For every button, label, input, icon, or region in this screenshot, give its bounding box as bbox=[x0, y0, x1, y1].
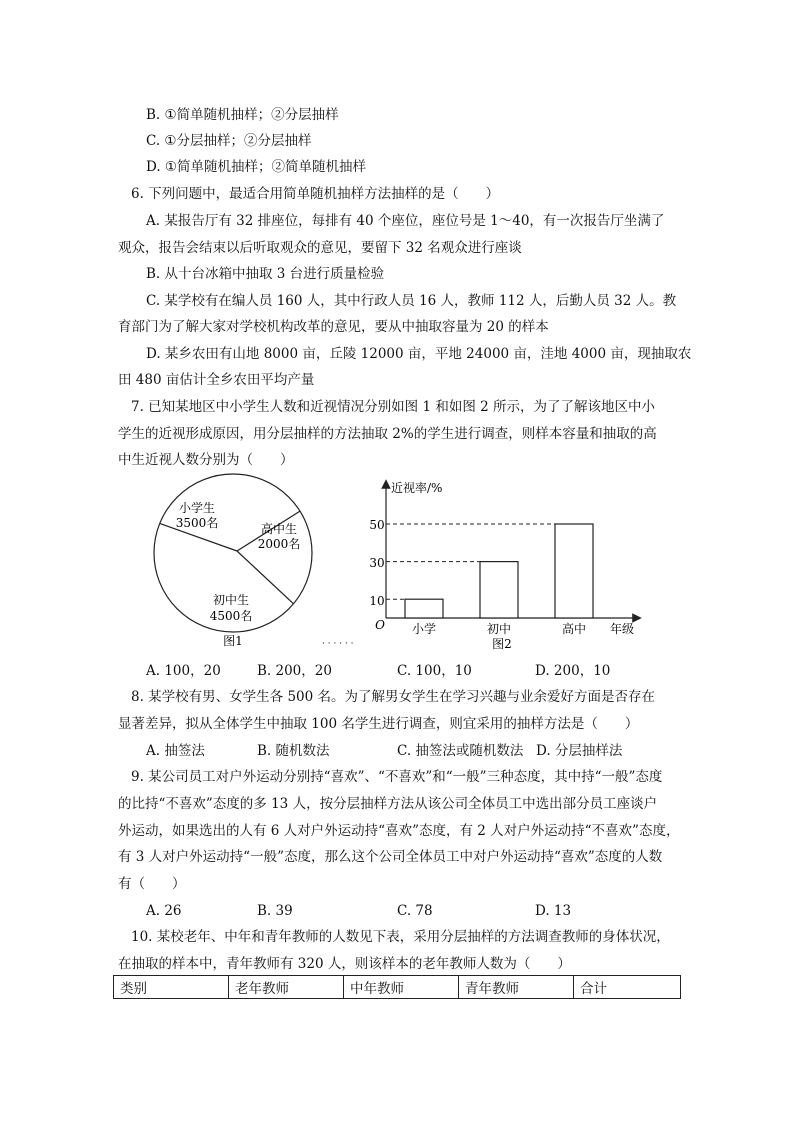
q7-option-d: D. 200，10 bbox=[535, 663, 611, 679]
y-tick-label: 30 bbox=[369, 556, 385, 570]
table-header-cell: 类别 bbox=[114, 976, 229, 999]
q10-stem-line1: 10. 某校老年、中年和青年教师的人数见下表，采用分层抽样的方法调查教师的身体状况， bbox=[131, 929, 670, 945]
y-tick-label: 50 bbox=[369, 518, 385, 532]
q8-stem-line2: 显著差异，拟从全体学生中抽取 100 名学生进行调查，则宜采用的抽样方法是（ ） bbox=[118, 716, 639, 732]
q7-stem-line2: 学生的近视形成原因，用分层抽样的方法抽取 2%的学生进行调查，则样本容量和抽取的高 bbox=[118, 426, 657, 442]
y-tick-label: 10 bbox=[369, 594, 385, 608]
q7-option-c: C. 100，10 bbox=[397, 663, 472, 679]
bar-figure-caption: 图2 bbox=[492, 637, 512, 651]
q6-option-c-line2: 育部门为了解大家对学校机构改革的意见，要从中抽取容量为 20 的样本 bbox=[118, 319, 549, 335]
teacher-count-table bbox=[113, 975, 681, 999]
q7-stem-line3: 中生近视人数分别为（ ） bbox=[118, 452, 294, 468]
pie-figure-caption: 图1 bbox=[223, 634, 243, 648]
table-header-cell: 中年教师 bbox=[344, 976, 459, 999]
q9-stem-line2: 的比持“不喜欢”态度的多 13 人，按分层抽样方法从该公司全体员工中选出部分员工座谈户 bbox=[118, 796, 658, 812]
table-header-cell: 合计 bbox=[574, 976, 681, 999]
q7-stem-line1: 7. 已知某地区中小学生人数和近视情况分别如图 1 和如图 2 所示，为了了解该地区中小 bbox=[131, 399, 656, 415]
q6-stem: 6. 下列问题中，最适合用简单随机抽样方法抽样的是（ ） bbox=[131, 186, 500, 202]
q10-stem-line2: 在抽取的样本中，青年教师有 320 人，则该样本的老年教师人数为（ ） bbox=[118, 956, 571, 972]
q5-option-b: B. ①简单随机抽样；②分层抽样 bbox=[146, 107, 339, 123]
x-tick-label: 小学 bbox=[411, 622, 437, 636]
q6-option-c-line1: C. 某学校有在编人员 160 人，其中行政人员 16 人，教师 112 人，后勤人员 32 人。教 bbox=[146, 293, 677, 309]
pie-chart-figure1 bbox=[140, 470, 330, 655]
y-axis-label: 近视率/% bbox=[391, 481, 443, 495]
q6-option-d-line2: 田 480 亩估计全乡农田平均产量 bbox=[118, 372, 315, 388]
q9-stem-line5: 有（ ） bbox=[118, 876, 186, 892]
q8-option-c: C. 抽签法或随机数法 bbox=[397, 743, 524, 759]
q9-option-d: D. 13 bbox=[535, 903, 572, 919]
bar-初中 bbox=[480, 562, 518, 618]
q5-option-c: C. ①分层抽样；②分层抽样 bbox=[146, 133, 312, 149]
q9-stem-line1: 9. 某公司员工对户外运动分别持“喜欢”、“不喜欢”和“一般”三种态度，其中持“一般”态度 bbox=[131, 769, 663, 785]
q9-option-b: B. 39 bbox=[257, 903, 293, 919]
bar-chart-figure2 bbox=[360, 472, 650, 657]
q8-option-b: B. 随机数法 bbox=[257, 743, 330, 759]
q6-option-d-line1: D. 某乡农田有山地 8000 亩，丘陵 12000 亩，平地 24000 亩，洼地 4000 亩，现抽取农 bbox=[146, 346, 692, 362]
q8-stem-line1: 8. 某学校有男、女学生各 500 名。为了解男女学生在学习兴趣与业余爱好方面是否存在 bbox=[131, 689, 656, 705]
q8-options bbox=[0, 741, 794, 761]
q9-stem-line3: 外运动，如果选出的人有 6 人对户外运动持“喜欢”态度，有 2 人对户外运动持“不喜欢”态度， bbox=[118, 823, 680, 839]
table-header-cell: 青年教师 bbox=[459, 976, 574, 999]
origin-label: O bbox=[375, 618, 385, 632]
pie-label-primary-name: 小学生 bbox=[178, 501, 216, 515]
x-tick-label: 初中 bbox=[486, 622, 512, 636]
pie-label-high-count: 2000名 bbox=[257, 537, 301, 551]
table-header-row bbox=[114, 976, 681, 999]
q7-option-b: B. 200，20 bbox=[257, 663, 332, 679]
q6-option-b: B. 从十台冰箱中抽取 3 台进行质量检验 bbox=[146, 266, 385, 282]
x-axis-label: 年级 bbox=[609, 622, 635, 636]
q9-option-c: C. 78 bbox=[397, 903, 433, 919]
q8-option-a: A. 抽签法 bbox=[146, 743, 205, 759]
pie-label-primary-count: 3500名 bbox=[175, 516, 219, 530]
q9-stem-line4: 有 3 人对户外运动持“一般”态度，那么这个公司全体员工中对户外运动持“喜欢”态度的人数 bbox=[118, 849, 663, 865]
q7-option-a: A. 100，20 bbox=[146, 663, 221, 679]
figure-dots: · · · · · · bbox=[322, 639, 354, 649]
q6-option-a-line1: A. 某报告厅有 32 排座位，每排有 40 个座位，座位号是 1～40，有一次报告厅坐满了 bbox=[146, 213, 665, 229]
q9-options bbox=[0, 901, 794, 921]
q6-option-a-line2: 观众，报告会结束以后听取观众的意见，要留下 32 名观众进行座谈 bbox=[118, 240, 522, 256]
pie-label-middle-name: 初中生 bbox=[212, 593, 250, 607]
bar-高中 bbox=[555, 524, 593, 618]
bar-小学 bbox=[405, 599, 443, 618]
q5-option-d: D. ①简单随机抽样；②简单随机抽样 bbox=[146, 159, 367, 175]
pie-label-middle-count: 4500名 bbox=[209, 609, 253, 623]
q8-option-d: D. 分层抽样法 bbox=[536, 743, 623, 759]
x-tick-label: 高中 bbox=[561, 622, 587, 636]
table-header-cell: 老年教师 bbox=[229, 976, 344, 999]
q9-option-a: A. 26 bbox=[146, 903, 182, 919]
q7-options bbox=[0, 661, 794, 681]
pie-label-high-name: 高中生 bbox=[260, 522, 298, 536]
